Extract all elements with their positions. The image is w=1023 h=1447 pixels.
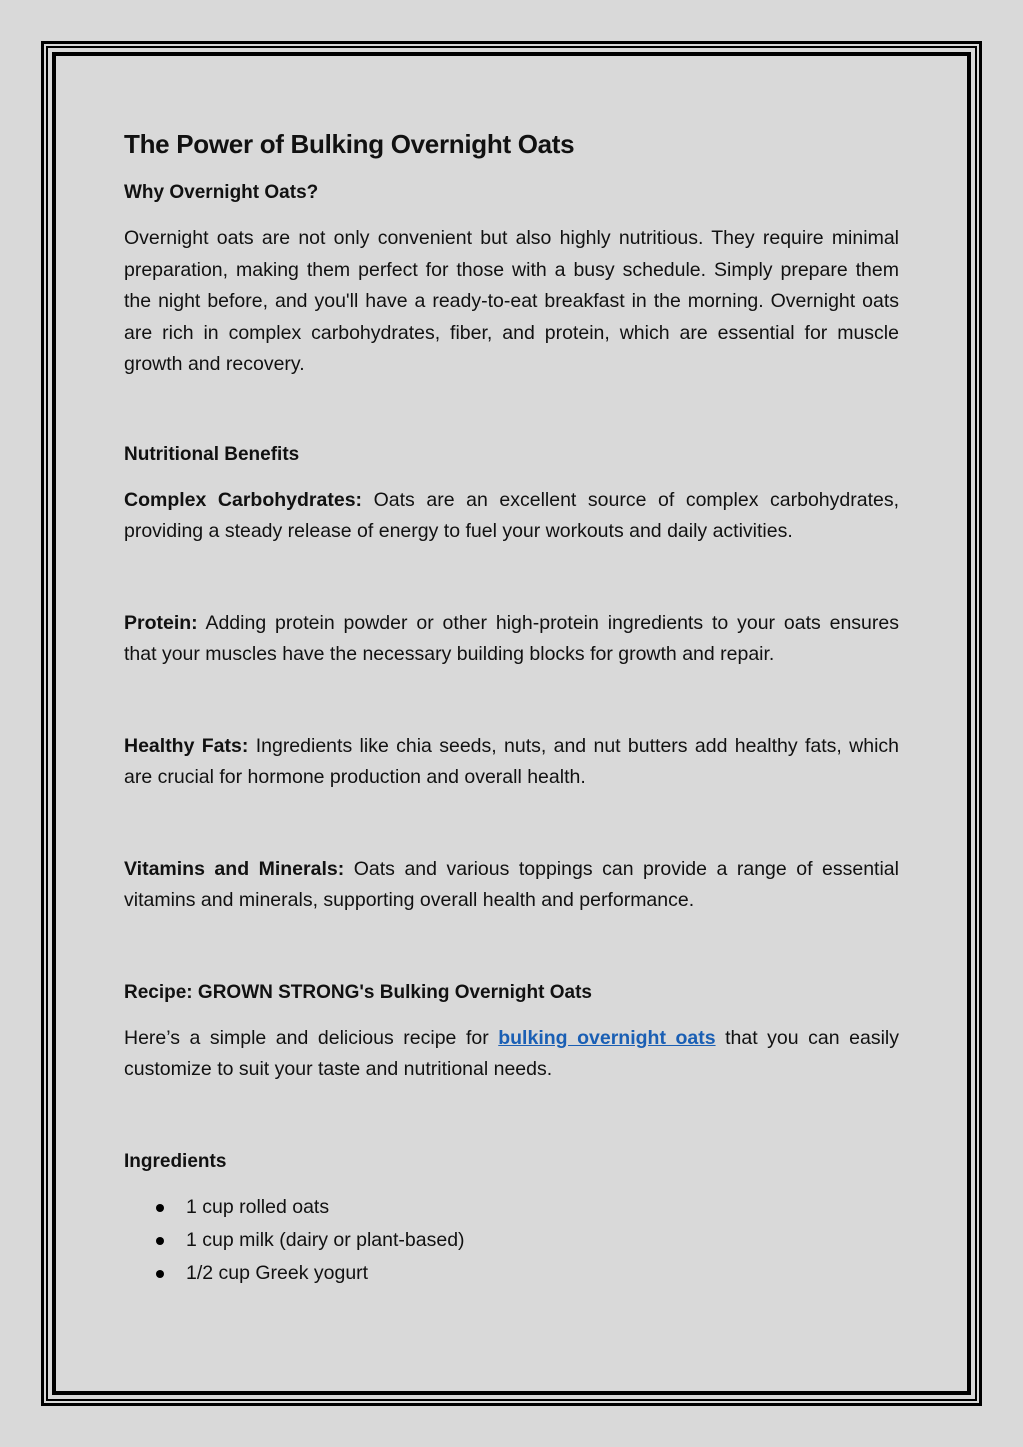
benefit-protein	[124, 608, 899, 671]
list-item: 1/2 cup Greek yogurt	[124, 1257, 899, 1290]
benefit-label: Protein:	[124, 611, 198, 634]
page-title: The Power of Bulking Overnight Oats	[124, 129, 575, 159]
benefit-text: Oats are an excellent source of complex carbohydrates, providing a steady release of energy to fuel your workouts and daily activities.	[124, 488, 900, 542]
ingredients-list	[124, 1191, 899, 1290]
recipe-intro	[124, 1023, 899, 1086]
benefit-label: Vitamins and Minerals:	[124, 857, 345, 880]
benefit-label: Complex Carbohydrates:	[124, 488, 363, 511]
benefit-label: Healthy Fats:	[124, 734, 249, 757]
benefit-carbohydrates	[124, 485, 899, 548]
document-content	[124, 124, 899, 1290]
section-heading-ingredients: Ingredients	[124, 1150, 227, 1172]
bulking-overnight-oats-link[interactable]: bulking overnight oats	[498, 1026, 716, 1049]
benefit-text: Ingredients like chia seeds, nuts, and nut butters add healthy fats, which are crucial for hormone production and overall health.	[124, 734, 899, 788]
why-paragraph: Overnight oats are not only convenient but also highly nutritious. They require minimal preparation, making them perfect for those with a busy schedule. Simply prepare them the night before, and you'll have a ready-to-eat breakfast in the morning. Overnight oats are rich in complex carbohydrates, fiber, and protein, which are essential for muscle growth and recovery.	[124, 227, 899, 375]
benefit-healthy-fats	[124, 731, 899, 794]
section-heading-recipe: Recipe: GROWN STRONG's Bulking Overnight Oats	[124, 981, 592, 1003]
section-heading-benefits: Nutritional Benefits	[124, 443, 300, 465]
list-item: 1 cup milk (dairy or plant-based)	[124, 1224, 899, 1257]
benefit-vitamins	[124, 854, 899, 917]
benefit-text: Adding protein powder or other high-protein ingredients to your oats ensures that your muscles have the necessary building blocks for growth and repair.	[124, 611, 899, 665]
recipe-intro-text: Here’s a simple and delicious recipe for	[124, 1026, 499, 1049]
section-heading-why: Why Overnight Oats?	[124, 182, 319, 203]
list-item: 1 cup rolled oats	[124, 1191, 899, 1224]
benefit-text: Oats and various toppings can provide a range of essential vitamins and minerals, supporting overall health and performance.	[124, 857, 899, 911]
recipe-intro-text: that you can easily customize to suit your taste and nutritional needs.	[124, 1026, 899, 1080]
